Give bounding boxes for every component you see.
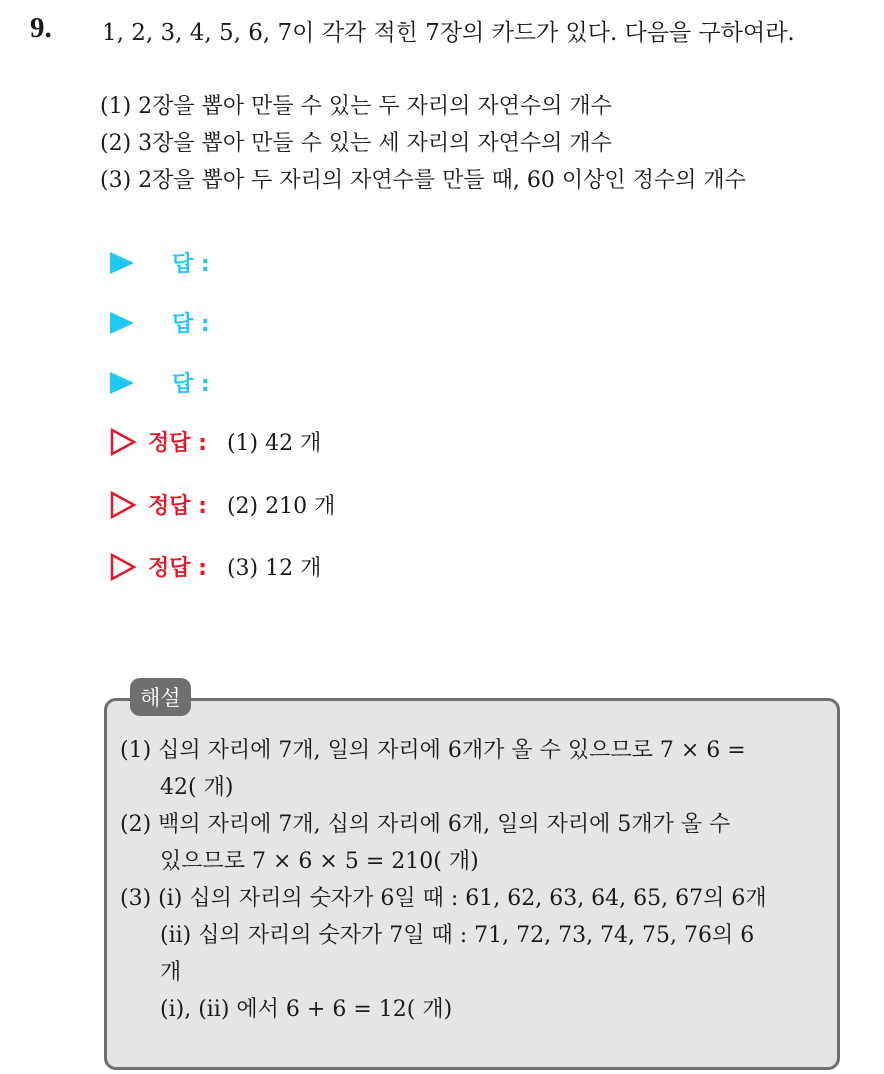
play-arrow-icon <box>110 252 134 274</box>
solution-line: (2) 백의 자리에 7개, 십의 자리에 6개, 일의 자리에 5개가 올 수 <box>120 812 731 837</box>
solution-line: 42( 개) <box>160 775 234 800</box>
solution-line: (1) 십의 자리에 7개, 일의 자리에 6개가 올 수 있으므로 7 × 6 = <box>120 738 746 763</box>
answer-label: 답 : <box>172 372 210 397</box>
solution-line: 있으므로 7 × 6 × 5 = 210( 개) <box>160 849 479 874</box>
solution-line: (ii) 십의 자리의 숫자가 7일 때 : 71, 72, 73, 74, 75, 76의 6 <box>160 923 755 948</box>
answer-row-1 <box>110 247 210 278</box>
solution-content <box>120 732 830 1028</box>
correct-answer-row-1 <box>110 426 321 457</box>
answer-row-2 <box>110 307 210 338</box>
correct-answer-value: (1) 42 개 <box>226 431 322 456</box>
sub-questions <box>100 88 746 199</box>
correct-answer-value: (3) 12 개 <box>226 556 322 581</box>
correct-answer-row-2 <box>110 489 335 520</box>
answer-label: 답 : <box>172 312 210 337</box>
answer-label: 답 : <box>172 252 210 277</box>
outline-arrow-icon <box>110 491 136 519</box>
answer-row-3 <box>110 367 210 398</box>
correct-label: 정답 : <box>148 556 207 581</box>
problem-number: 9. <box>30 12 52 44</box>
sub-question-3: (3) 2장을 뽑아 두 자리의 자연수를 만들 때, 60 이상인 정수의 개수 <box>100 168 746 193</box>
solution-tag: 해설 <box>130 678 191 716</box>
play-arrow-icon <box>110 372 134 394</box>
play-arrow-icon <box>110 312 134 334</box>
solution-line: (i), (ii) 에서 6 + 6 = 12( 개) <box>160 997 453 1022</box>
outline-arrow-icon <box>110 553 136 581</box>
sub-question-2: (2) 3장을 뽑아 만들 수 있는 세 자리의 자연수의 개수 <box>100 131 612 156</box>
problem-question: 1, 2, 3, 4, 5, 6, 7이 각각 적힌 7장의 카드가 있다. 다음을 구하여라. <box>102 20 795 46</box>
correct-label: 정답 : <box>148 431 207 456</box>
correct-answer-row-3 <box>110 551 321 582</box>
correct-answer-value: (2) 210 개 <box>226 494 336 519</box>
solution-line: (3) (i) 십의 자리의 숫자가 6일 때 : 61, 62, 63, 64, 65, 67의 6개 <box>120 886 767 911</box>
outline-arrow-icon <box>110 428 136 456</box>
sub-question-1: (1) 2장을 뽑아 만들 수 있는 두 자리의 자연수의 개수 <box>100 94 612 119</box>
solution-line: 개 <box>160 960 182 985</box>
correct-label: 정답 : <box>148 494 207 519</box>
